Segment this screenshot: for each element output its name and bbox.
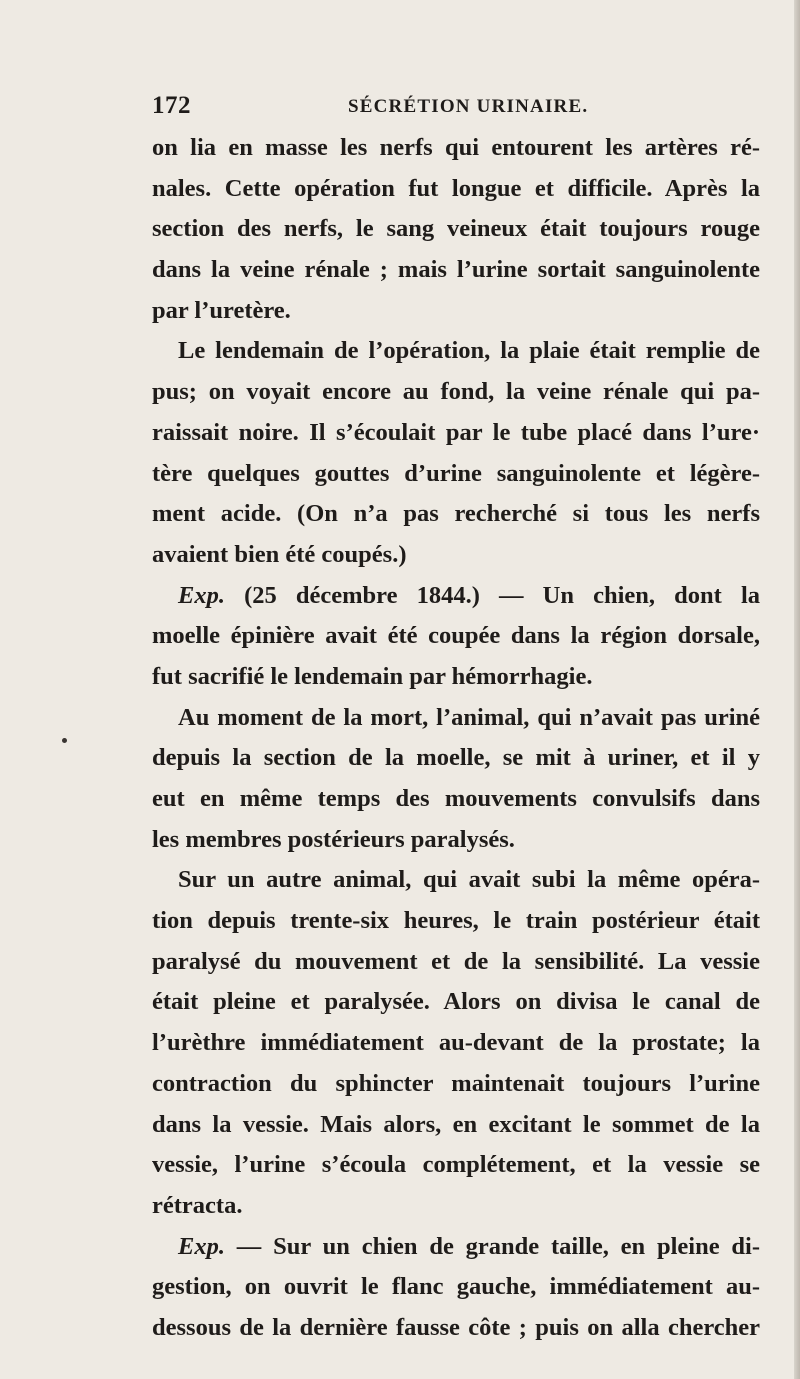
text-line: tion depuis trente-six heures, le train postérieur était — [152, 907, 760, 935]
text-line: Au moment de la mort, l’animal, qui n’avait pas uriné — [178, 703, 760, 731]
text-line: eut en même temps des mouvements convulsifs dans — [152, 785, 760, 812]
text-line: paralysé du mouvement et de la sensibilité. La vessie — [152, 947, 760, 975]
text-line: l’urèthre immédiatement au-devant de la prostate; la — [152, 1029, 760, 1057]
text-line: dans la veine rénale ; mais l’urine sortait sanguinolente — [152, 256, 760, 284]
experiment-line — [152, 576, 760, 617]
text-line: par l’uretère. — [152, 296, 291, 324]
page-edge-shadow — [794, 0, 800, 1379]
text-line: rétracta. — [152, 1191, 243, 1219]
text-line: on lia en masse les nerfs qui entourent les artères ré- — [152, 134, 760, 161]
text-line: depuis la section de la moelle, se mit à uriner, et il y — [152, 744, 760, 772]
text-line: ment acide. (On n’a pas recherché si tous les nerfs — [152, 500, 760, 528]
text-line: était pleine et paralysée. Alors on divisa le canal de — [152, 988, 760, 1016]
text-line: Sur un autre animal, qui avait subi la même opéra- — [178, 866, 760, 894]
text-line: tère quelques gouttes d’urine sanguinolente et légère- — [152, 459, 760, 487]
text-line: vessie, l’urine s’écoula complétement, et la vessie se — [152, 1151, 760, 1179]
text-line: contraction du sphincter maintenait toujours l’urine — [152, 1069, 760, 1097]
text-line: les membres postérieurs paralysés. — [152, 825, 515, 853]
exp-label: Exp. — [178, 581, 225, 609]
exp-label: Exp. — [178, 1232, 225, 1260]
text-line: moelle épinière avait été coupée dans la région dorsale, — [152, 622, 760, 650]
text-line: section des nerfs, le sang veineux était toujours rouge — [152, 215, 760, 243]
page-number: 172 — [152, 92, 191, 119]
text-line-rest: (25 décembre 1844.) — Un chien, dont la — [224, 581, 760, 609]
margin-mark — [62, 738, 67, 743]
experiment-line — [152, 1227, 760, 1268]
text-line: dans la vessie. Mais alors, en excitant le sommet de la — [152, 1110, 760, 1138]
text-line: Le lendemain de l’opération, la plaie était remplie de — [178, 337, 760, 365]
text-line-rest: — Sur un chien de grande taille, en pleine di- — [224, 1232, 760, 1260]
body-text — [152, 128, 760, 1349]
page-header — [152, 91, 722, 121]
text-line: fut sacrifié le lendemain par hémorrhagie. — [152, 662, 593, 690]
text-line: avaient bien été coupés.) — [152, 540, 407, 568]
text-line: pus; on voyait encore au fond, la veine rénale qui pa- — [152, 378, 760, 406]
text-line: nales. Cette opération fut longue et difficile. Après la — [152, 174, 760, 202]
text-line: gestion, on ouvrit le flanc gauche, immédiatement au- — [152, 1273, 760, 1301]
running-title: SÉCRÉTION URINAIRE. — [348, 96, 589, 117]
text-line: raissait noire. Il s’écoulait par le tube placé dans l’ure· — [152, 418, 760, 446]
text-line: dessous de la dernière fausse côte ; puis on alla chercher — [152, 1313, 760, 1341]
